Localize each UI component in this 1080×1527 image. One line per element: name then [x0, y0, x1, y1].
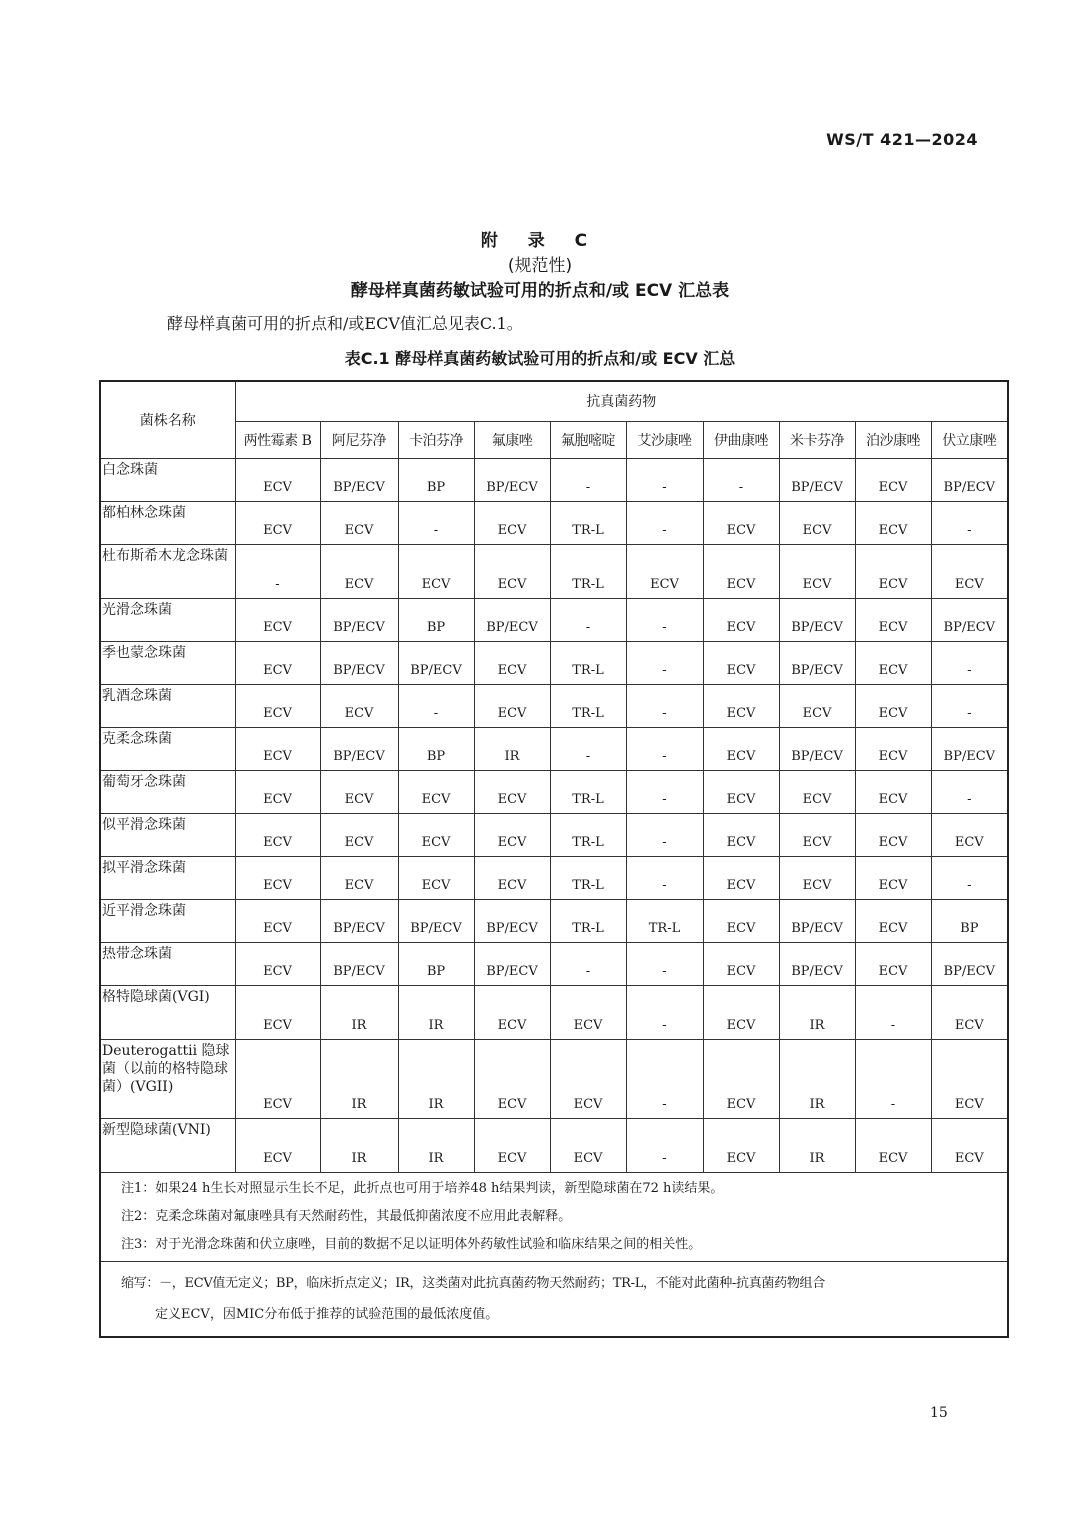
abbreviations-cell [100, 1262, 1008, 1338]
value-cell: ECV [235, 1040, 320, 1119]
value-cell: BP/ECV [320, 943, 398, 986]
strain-name: 季也蒙念珠菌 [100, 642, 235, 685]
value-cell: - [931, 502, 1008, 545]
drug-header: 两性霉素 B [235, 421, 320, 458]
value-cell: - [626, 502, 703, 545]
value-cell: TR-L [550, 642, 626, 685]
value-cell: IR [398, 1040, 474, 1119]
value-cell: ECV [320, 502, 398, 545]
table-row [100, 459, 1008, 502]
value-cell: ECV [474, 685, 550, 728]
notes-cell [100, 1173, 1008, 1262]
value-cell: ECV [550, 1040, 626, 1119]
value-cell: TR-L [626, 900, 703, 943]
strain-name: 光滑念珠菌 [100, 599, 235, 642]
value-cell: BP [398, 459, 474, 502]
value-cell: BP/ECV [320, 900, 398, 943]
value-cell: IR [779, 986, 855, 1040]
breakpoint-table [99, 380, 1009, 1338]
value-cell: BP/ECV [474, 459, 550, 502]
value-cell: ECV [855, 685, 931, 728]
value-cell: ECV [779, 502, 855, 545]
value-cell: ECV [855, 1119, 931, 1173]
value-cell: ECV [398, 857, 474, 900]
table-row [100, 900, 1008, 943]
intro-paragraph: 酵母样真菌可用的折点和/或ECV值汇总见表C.1。 [167, 314, 523, 333]
value-cell: ECV [235, 900, 320, 943]
value-cell: BP/ECV [779, 642, 855, 685]
value-cell: - [626, 685, 703, 728]
value-cell: ECV [855, 728, 931, 771]
value-cell: ECV [235, 986, 320, 1040]
value-cell: BP/ECV [931, 728, 1008, 771]
value-cell: BP/ECV [320, 642, 398, 685]
strain-name: 克柔念珠菌 [100, 728, 235, 771]
page-number: 15 [930, 1405, 948, 1421]
value-cell: ECV [855, 642, 931, 685]
value-cell: ECV [703, 771, 779, 814]
strain-name: 热带念珠菌 [100, 943, 235, 986]
value-cell: ECV [320, 771, 398, 814]
value-cell: ECV [320, 814, 398, 857]
value-cell: - [626, 642, 703, 685]
strain-name: 葡萄牙念珠菌 [100, 771, 235, 814]
value-cell: ECV [855, 943, 931, 986]
value-cell: BP/ECV [779, 459, 855, 502]
value-cell: ECV [320, 685, 398, 728]
value-cell: ECV [235, 728, 320, 771]
value-cell: ECV [703, 502, 779, 545]
note-2: 注2：克柔念珠菌对氟康唑具有天然耐药性，其最低抑菌浓度不应用此表解释。 [121, 1209, 572, 1224]
value-cell: ECV [779, 857, 855, 900]
value-cell: TR-L [550, 814, 626, 857]
drug-header: 阿尼芬净 [320, 421, 398, 458]
strain-name: 新型隐球菌(VNI) [100, 1119, 235, 1173]
value-cell: - [626, 943, 703, 986]
value-cell: BP [398, 599, 474, 642]
value-cell: ECV [855, 857, 931, 900]
drug-header: 艾沙康唑 [626, 421, 703, 458]
value-cell: ECV [398, 814, 474, 857]
note-1: 注1：如果24 h生长对照显示生长不足，此折点也可用于培养48 h结果判读，新型隐球菌在72 h读结果。 [121, 1181, 724, 1196]
value-cell: IR [320, 986, 398, 1040]
value-cell: BP/ECV [320, 728, 398, 771]
appendix-type: (规范性) [507, 256, 573, 276]
table-caption: 表C.1 酵母样真菌药敏试验可用的折点和/或 ECV 汇总 [344, 349, 736, 368]
drug-header: 泊沙康唑 [855, 421, 931, 458]
value-cell: - [626, 771, 703, 814]
table-row [100, 728, 1008, 771]
value-cell: ECV [550, 1119, 626, 1173]
value-cell: ECV [474, 545, 550, 599]
value-cell: ECV [703, 642, 779, 685]
value-cell: BP/ECV [398, 900, 474, 943]
value-cell: BP/ECV [474, 599, 550, 642]
value-cell: ECV [931, 986, 1008, 1040]
value-cell: ECV [235, 459, 320, 502]
strain-name: 白念珠菌 [100, 459, 235, 502]
value-cell: ECV [474, 986, 550, 1040]
table-row [100, 1040, 1008, 1119]
value-cell: ECV [550, 986, 626, 1040]
value-cell: - [626, 857, 703, 900]
strain-name: 杜布斯希木龙念珠菌 [100, 545, 235, 599]
value-cell: BP [398, 943, 474, 986]
value-cell: ECV [235, 943, 320, 986]
value-cell: BP [398, 728, 474, 771]
value-cell: ECV [398, 771, 474, 814]
value-cell: ECV [474, 814, 550, 857]
value-cell: - [626, 599, 703, 642]
value-cell: ECV [779, 814, 855, 857]
value-cell: ECV [703, 728, 779, 771]
value-cell: ECV [235, 599, 320, 642]
value-cell: - [550, 459, 626, 502]
value-cell: TR-L [550, 771, 626, 814]
strain-name: 格特隐球菌(VGI) [100, 986, 235, 1040]
value-cell: - [855, 986, 931, 1040]
value-cell: ECV [931, 814, 1008, 857]
value-cell: ECV [931, 1119, 1008, 1173]
value-cell: BP/ECV [779, 943, 855, 986]
table-row [100, 599, 1008, 642]
value-cell: ECV [474, 502, 550, 545]
value-cell: ECV [398, 545, 474, 599]
value-cell: ECV [855, 545, 931, 599]
value-cell: BP/ECV [320, 599, 398, 642]
value-cell: - [626, 728, 703, 771]
value-cell: ECV [320, 857, 398, 900]
strain-name: 似平滑念珠菌 [100, 814, 235, 857]
value-cell: IR [398, 1119, 474, 1173]
value-cell: ECV [855, 459, 931, 502]
value-cell: BP/ECV [320, 459, 398, 502]
value-cell: BP/ECV [474, 943, 550, 986]
drug-header: 伊曲康唑 [703, 421, 779, 458]
value-cell: BP/ECV [931, 459, 1008, 502]
value-cell: ECV [703, 599, 779, 642]
value-cell: ECV [474, 642, 550, 685]
value-cell: - [703, 459, 779, 502]
value-cell: ECV [703, 545, 779, 599]
value-cell: ECV [235, 1119, 320, 1173]
value-cell: BP/ECV [931, 943, 1008, 986]
table-row [100, 545, 1008, 599]
table-row [100, 943, 1008, 986]
value-cell: IR [320, 1040, 398, 1119]
table-row [100, 1119, 1008, 1173]
value-cell: ECV [626, 545, 703, 599]
value-cell: BP [931, 900, 1008, 943]
value-cell: ECV [703, 1040, 779, 1119]
value-cell: IR [779, 1040, 855, 1119]
value-cell: - [931, 771, 1008, 814]
value-cell: ECV [931, 545, 1008, 599]
value-cell: - [626, 986, 703, 1040]
value-cell: - [931, 685, 1008, 728]
strain-column-header: 菌株名称 [100, 381, 235, 459]
value-cell: - [855, 1040, 931, 1119]
note-3: 注3：对于光滑念珠菌和伏立康唑，目前的数据不足以证明体外药敏性试验和临床结果之间的相关性。 [121, 1237, 702, 1252]
value-cell: ECV [235, 642, 320, 685]
drug-header: 伏立康唑 [931, 421, 1008, 458]
value-cell: ECV [474, 771, 550, 814]
value-cell: ECV [779, 685, 855, 728]
value-cell: - [550, 599, 626, 642]
value-cell: ECV [235, 857, 320, 900]
value-cell: - [550, 943, 626, 986]
value-cell: ECV [235, 814, 320, 857]
value-cell: ECV [779, 545, 855, 599]
value-cell: ECV [474, 857, 550, 900]
value-cell: ECV [703, 900, 779, 943]
value-cell: ECV [703, 1119, 779, 1173]
strain-name: Deuterogattii 隐球菌（以前的格特隐球菌）(VGII) [100, 1040, 235, 1119]
antifungal-group-header: 抗真菌药物 [235, 381, 1008, 421]
strain-name: 近平滑念珠菌 [100, 900, 235, 943]
value-cell: ECV [931, 1040, 1008, 1119]
table-row [100, 771, 1008, 814]
strain-name: 拟平滑念珠菌 [100, 857, 235, 900]
standard-number: WS/T 421—2024 [826, 130, 978, 149]
value-cell: - [398, 685, 474, 728]
value-cell: ECV [855, 900, 931, 943]
value-cell: BP/ECV [779, 599, 855, 642]
value-cell: BP/ECV [474, 900, 550, 943]
value-cell: ECV [703, 943, 779, 986]
value-cell: - [626, 1119, 703, 1173]
abbreviations-line-2: 定义ECV，因MIC分布低于推荐的试验范围的最低浓度值。 [155, 1307, 499, 1322]
value-cell: - [235, 545, 320, 599]
value-cell: ECV [855, 814, 931, 857]
value-cell: ECV [855, 599, 931, 642]
abbreviations-line-1: 缩写：－，ECV值无定义；BP，临床折点定义；IR，这类菌对此抗真菌药物天然耐药；TR-L，不能对此菌种-抗真菌药物组合 [121, 1276, 825, 1291]
drug-header: 氟康唑 [474, 421, 550, 458]
value-cell: BP/ECV [931, 599, 1008, 642]
value-cell: BP/ECV [779, 900, 855, 943]
value-cell: ECV [474, 1040, 550, 1119]
value-cell: TR-L [550, 502, 626, 545]
value-cell: - [398, 502, 474, 545]
value-cell: - [626, 1040, 703, 1119]
value-cell: TR-L [550, 857, 626, 900]
value-cell: ECV [703, 986, 779, 1040]
value-cell: BP/ECV [779, 728, 855, 771]
value-cell: - [550, 728, 626, 771]
value-cell: ECV [855, 502, 931, 545]
appendix-title: 酵母样真菌药敏试验可用的折点和/或 ECV 汇总表 [350, 281, 730, 301]
table-row [100, 814, 1008, 857]
drug-header: 卡泊芬净 [398, 421, 474, 458]
table-row [100, 685, 1008, 728]
value-cell: ECV [703, 814, 779, 857]
drug-header: 米卡芬净 [779, 421, 855, 458]
value-cell: ECV [779, 771, 855, 814]
value-cell: ECV [855, 771, 931, 814]
value-cell: ECV [235, 685, 320, 728]
drug-header: 氟胞嘧啶 [550, 421, 626, 458]
value-cell: - [931, 642, 1008, 685]
strain-name: 乳酒念珠菌 [100, 685, 235, 728]
table-row [100, 986, 1008, 1040]
value-cell: TR-L [550, 685, 626, 728]
value-cell: ECV [320, 545, 398, 599]
table-row [100, 642, 1008, 685]
value-cell: BP/ECV [398, 642, 474, 685]
appendix-label: 附 录 C [480, 231, 600, 251]
value-cell: IR [474, 728, 550, 771]
value-cell: - [626, 814, 703, 857]
value-cell: IR [779, 1119, 855, 1173]
value-cell: ECV [474, 1119, 550, 1173]
table-row [100, 502, 1008, 545]
table-row [100, 857, 1008, 900]
value-cell: ECV [703, 685, 779, 728]
value-cell: TR-L [550, 900, 626, 943]
value-cell: IR [398, 986, 474, 1040]
value-cell: IR [320, 1119, 398, 1173]
value-cell: ECV [235, 771, 320, 814]
strain-name: 都柏林念珠菌 [100, 502, 235, 545]
value-cell: - [626, 459, 703, 502]
value-cell: TR-L [550, 545, 626, 599]
value-cell: ECV [703, 857, 779, 900]
value-cell: - [931, 857, 1008, 900]
value-cell: ECV [235, 502, 320, 545]
